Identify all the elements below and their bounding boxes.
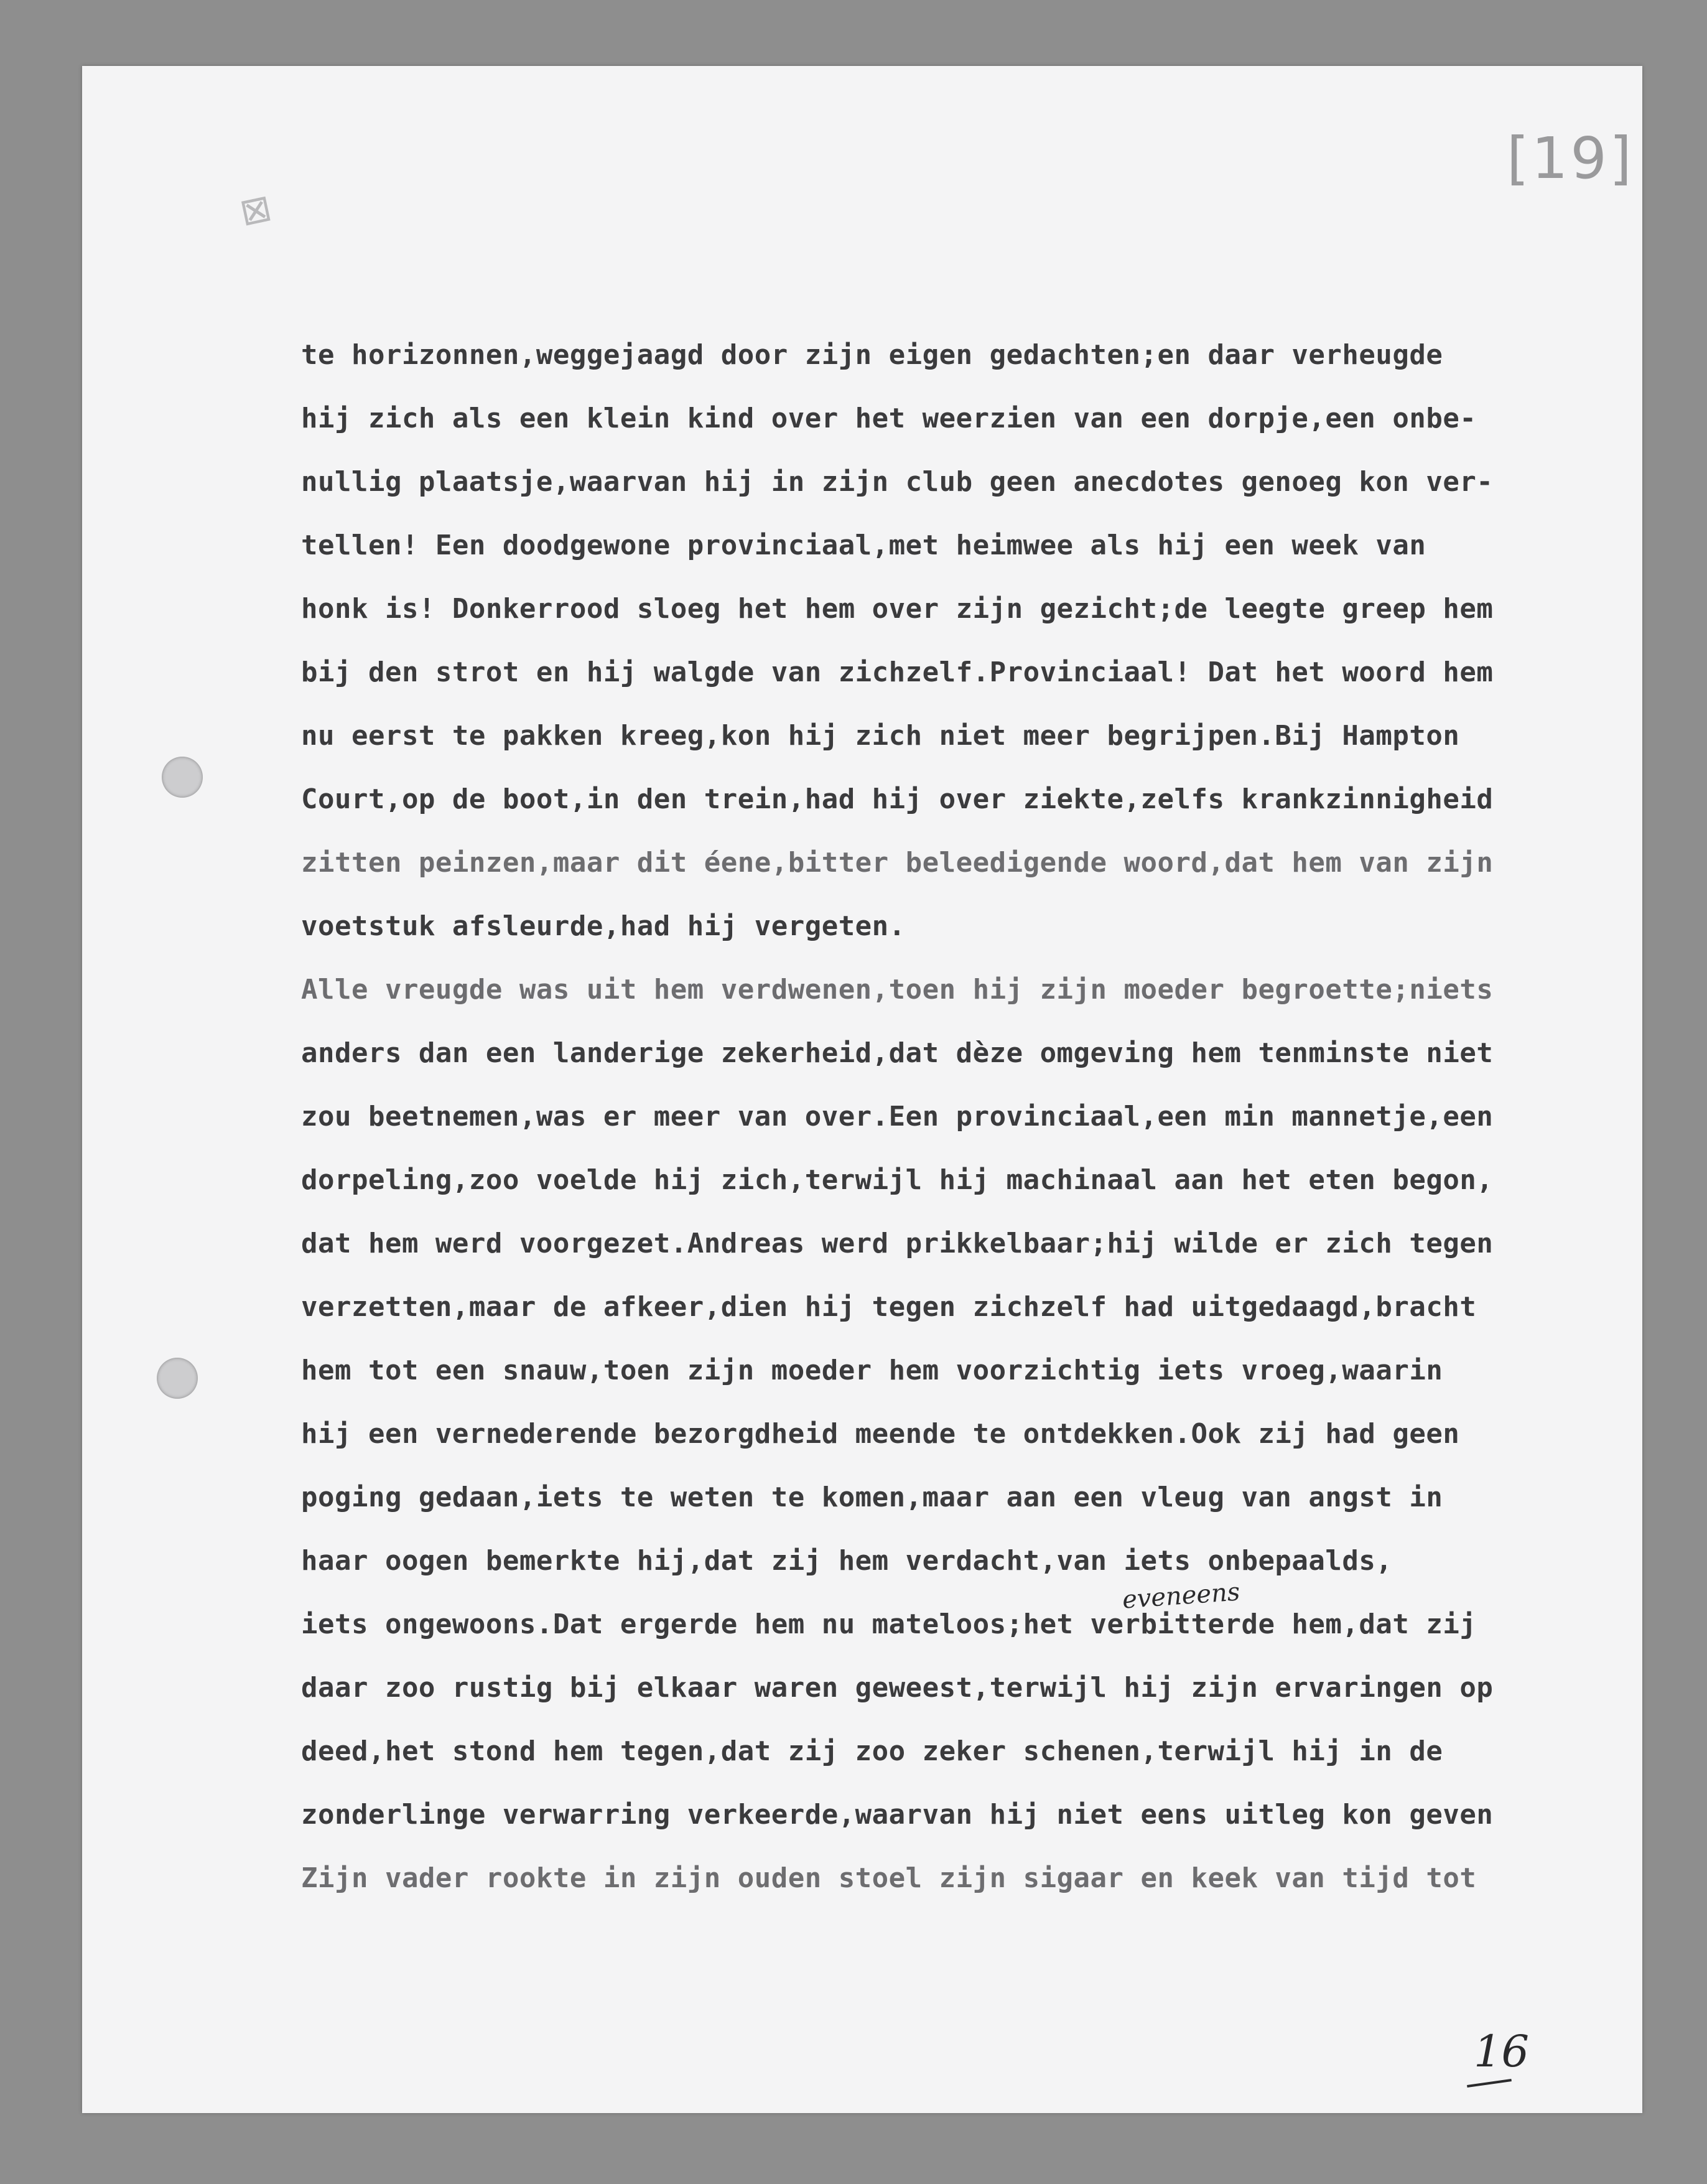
text-line: nu eerst te pakken kreeg,kon hij zich niet meer begrijpen.Bij Hampton — [301, 720, 1460, 752]
text-line: daar zoo rustig bij elkaar waren geweest,terwijl hij zijn ervaringen op — [301, 1672, 1494, 1704]
text-line: bij den strot en hij walgde van zichzelf.Provinciaal! Dat het woord hem — [301, 656, 1494, 688]
text-line: dat hem werd voorgezet.Andreas werd prikkelbaar;hij wilde er zich tegen — [301, 1228, 1494, 1259]
text-line: haar oogen bemerkte hij,dat zij hem verdacht,van iets onbepaalds, — [301, 1545, 1393, 1577]
page-number: 16 — [1474, 2026, 1530, 2077]
text-line: anders dan een landerige zekerheid,dat dèze omgeving hem tenminste niet — [301, 1037, 1494, 1069]
text-line: te horizonnen,weggejaagd door zijn eigen gedachten;en daar verheugde — [301, 339, 1443, 371]
text-line: verzetten,maar de afkeer,dien hij tegen zichzelf had uitgedaagd,bracht — [301, 1291, 1477, 1323]
text-line: zitten peinzen,maar dit éene,bitter beleedigende woord,dat hem van zijn — [301, 847, 1494, 879]
punch-hole — [157, 1358, 198, 1399]
manuscript-page — [82, 66, 1642, 2113]
text-line: Zijn vader rookte in zijn ouden stoel zijn sigaar en keek van tijd tot — [301, 1862, 1477, 1894]
archive-stamp-icon: ⊠ — [236, 185, 276, 235]
page-number-underline — [1467, 2079, 1512, 2088]
text-line: zou beetnemen,was er meer van over.Een provinciaal,een min mannetje,een — [301, 1101, 1494, 1132]
text-line: deed,het stond hem tegen,dat zij zoo zeker schenen,terwijl hij in de — [301, 1735, 1443, 1767]
text-line: zonderlinge verwarring verkeerde,waarvan hij niet eens uitleg kon geven — [301, 1799, 1494, 1831]
text-line: poging gedaan,iets te weten te komen,maar aan een vleug van angst in — [301, 1482, 1443, 1513]
handwritten-insertion: eveneens — [1121, 1577, 1241, 1615]
text-line: tellen! Een doodgewone provinciaal,met heimwee als hij een week van — [301, 530, 1426, 561]
text-line: nullig plaatsje,waarvan hij in zijn club geen anecdotes genoeg kon ver- — [301, 466, 1494, 498]
text-line: dorpeling,zoo voelde hij zich,terwijl hij machinaal aan het eten begon, — [301, 1164, 1494, 1196]
text-line: Court,op de boot,in den trein,had hij over ziekte,zelfs krankzinnigheid — [301, 783, 1494, 815]
text-line: iets ongewoons.Dat ergerde hem nu mateloos;het verbitterde hem,dat zij — [301, 1608, 1477, 1640]
punch-hole — [162, 757, 203, 798]
text-line: voetstuk afsleurde,had hij vergeten. — [301, 910, 906, 942]
typed-text-block — [301, 324, 1642, 1997]
text-line: hij een vernederende bezorgdheid meende te ontdekken.Ook zij had geen — [301, 1418, 1460, 1450]
text-line: honk is! Donkerrood sloeg het hem over zijn gezicht;de leegte greep hem — [301, 593, 1494, 625]
page-reference: [19] — [1507, 125, 1634, 192]
text-line: hem tot een snauw,toen zijn moeder hem voorzichtig iets vroeg,waarin — [301, 1355, 1443, 1386]
text-line: hij zich als een klein kind over het weerzien van een dorpje,een onbe- — [301, 403, 1477, 434]
text-line: Alle vreugde was uit hem verdwenen,toen hij zijn moeder begroette;niets — [301, 974, 1494, 1006]
